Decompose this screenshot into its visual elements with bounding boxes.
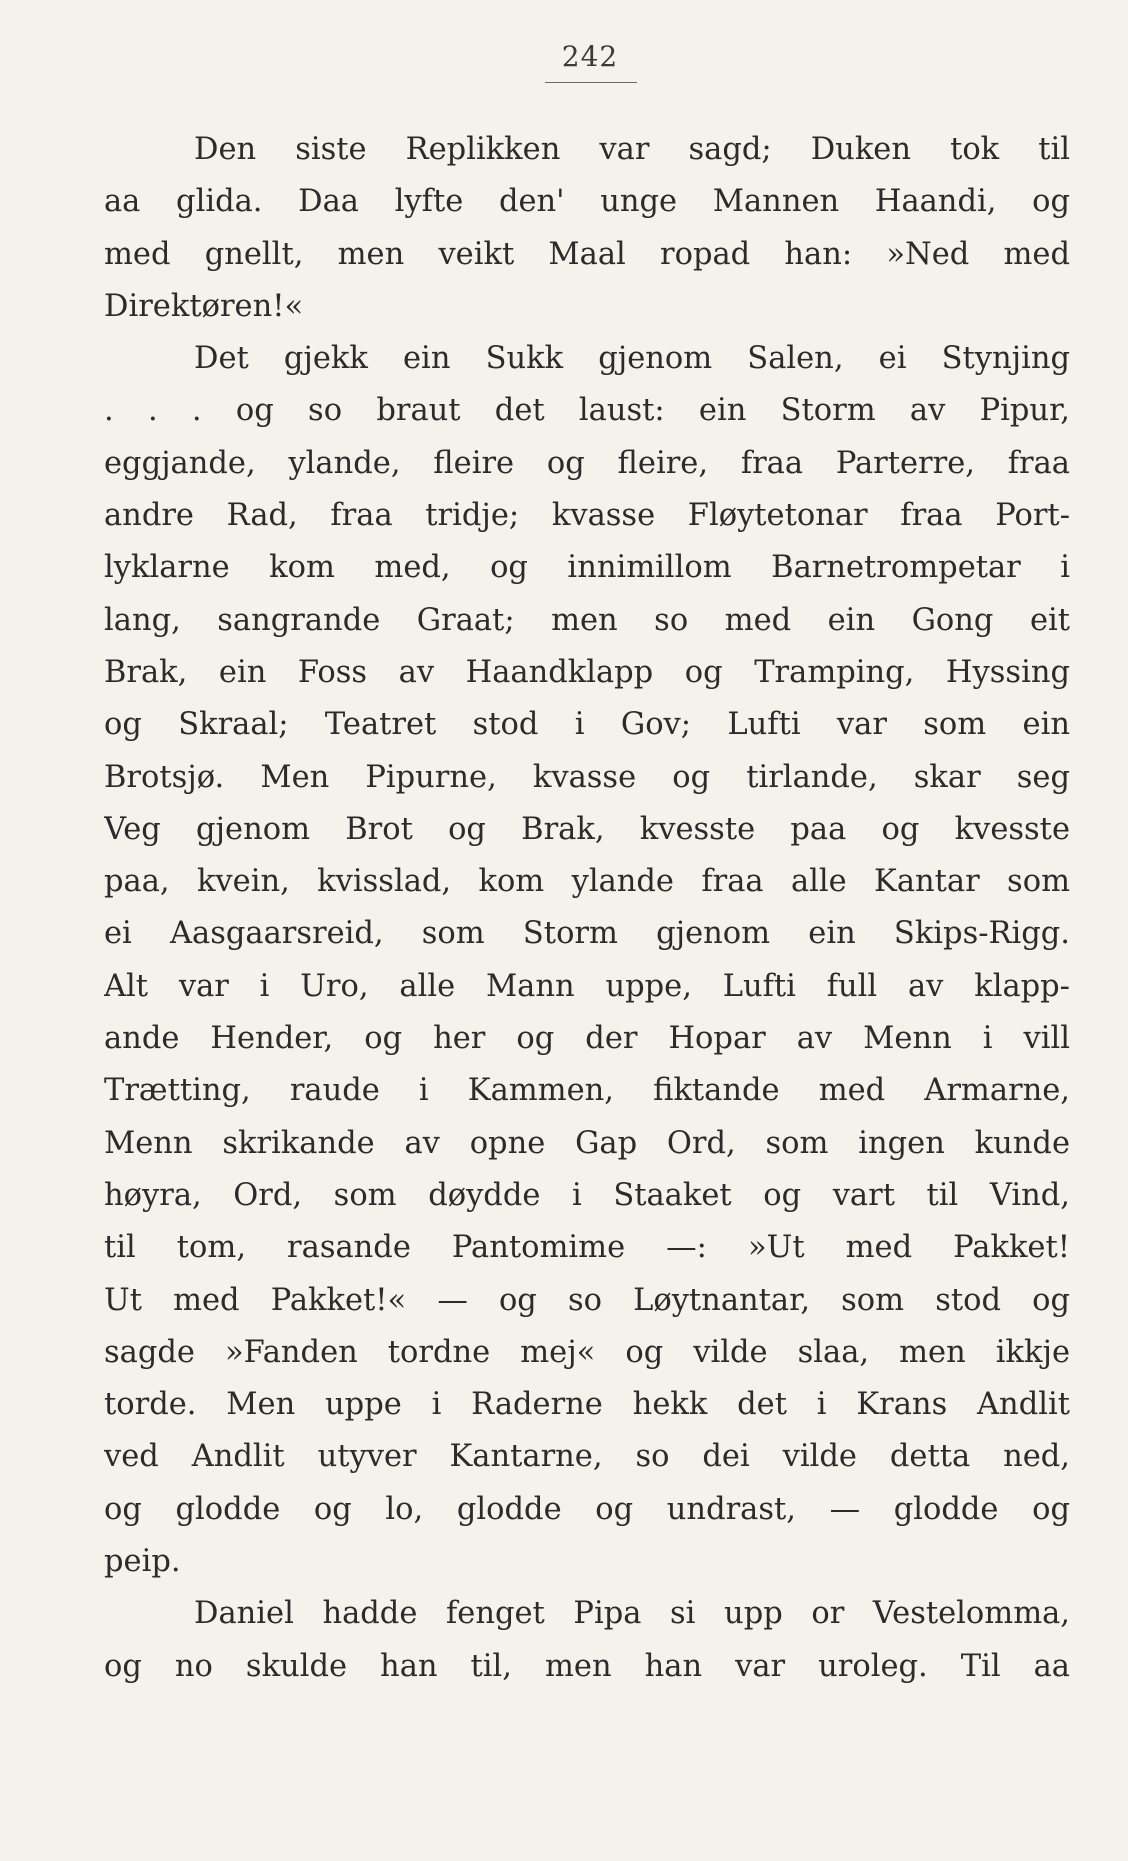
- text-line: Det gjekk ein Sukk gjenom Salen, ei Stynjing: [194, 341, 1070, 377]
- text-line: Brak, ein Foss av Haandklapp og Tramping, Hyssing: [104, 654, 1070, 690]
- page-number-rule: [545, 82, 637, 83]
- text-line: lang, sangrande Graat; men so med ein Gong eit: [104, 602, 1070, 638]
- text-line: andre Rad, fraa tridje; kvasse Fløytetonar fraa Port-: [104, 498, 1070, 534]
- text-line: Veg gjenom Brot og Brak, kvesste paa og kvesste: [104, 811, 1070, 847]
- text-line: ande Hender, og her og der Hopar av Menn i vill: [104, 1021, 1070, 1057]
- text-line: ved Andlit utyver Kantarne, so dei vilde detta ned,: [104, 1439, 1070, 1475]
- text-line: Trætting, raude i Kammen, fiktande med Armarne,: [104, 1073, 1070, 1109]
- text-line: høyra, Ord, som døydde i Staaket og vart til Vind,: [104, 1177, 1070, 1213]
- text-line: og glodde og lo, glodde og undrast, — glodde og: [104, 1491, 1070, 1527]
- text-line: sagde »Fanden tordne mej« og vilde slaa, men ikkje: [104, 1334, 1070, 1370]
- text-line: paa, kvein, kvisslad, kom ylande fraa alle Kantar som: [104, 864, 1070, 900]
- page-number: 242: [561, 40, 619, 73]
- text-line: lyklarne kom med, og innimillom Barnetrompetar i: [104, 550, 1070, 586]
- text-line: torde. Men uppe i Raderne hekk det i Krans Andlit: [104, 1387, 1070, 1423]
- text-line: til tom, rasande Pantomime —: »Ut med Pakket!: [104, 1230, 1070, 1266]
- text-line: Brotsjø. Men Pipurne, kvasse og tirlande, skar seg: [104, 759, 1070, 795]
- text-line: Direktøren!«: [104, 288, 304, 324]
- text-line: Menn skrikande av opne Gap Ord, som ingen kunde: [104, 1125, 1070, 1161]
- text-line: aa glida. Daa lyfte den' unge Mannen Haandi, og: [104, 184, 1070, 220]
- text-line: . . . og so braut det laust: ein Storm av Pipur,: [104, 393, 1070, 429]
- text-line: og Skraal; Teatret stod i Gov; Lufti var som ein: [104, 707, 1070, 743]
- text-line: Den siste Replikken var sagd; Duken tok til: [194, 132, 1070, 167]
- body-text: [104, 124, 1070, 1693]
- text-line: Daniel hadde fenget Pipa si upp or Vestelomma,: [194, 1596, 1070, 1632]
- text-line: ei Aasgaarsreid, som Storm gjenom ein Skips-Rigg.: [104, 916, 1070, 952]
- text-line: Ut med Pakket!« — og so Løytnantar, som stod og: [104, 1282, 1070, 1318]
- text-line: peip.: [104, 1544, 181, 1580]
- text-line: eggjande, ylande, fleire og fleire, fraa Parterre, fraa: [104, 445, 1070, 481]
- text-line: med gnellt, men veikt Maal ropad han: »Ned med: [104, 236, 1070, 272]
- text-line: og no skulde han til, men han var uroleg. Til aa: [104, 1648, 1070, 1684]
- text-line: Alt var i Uro, alle Mann uppe, Lufti full av klapp-: [104, 968, 1070, 1004]
